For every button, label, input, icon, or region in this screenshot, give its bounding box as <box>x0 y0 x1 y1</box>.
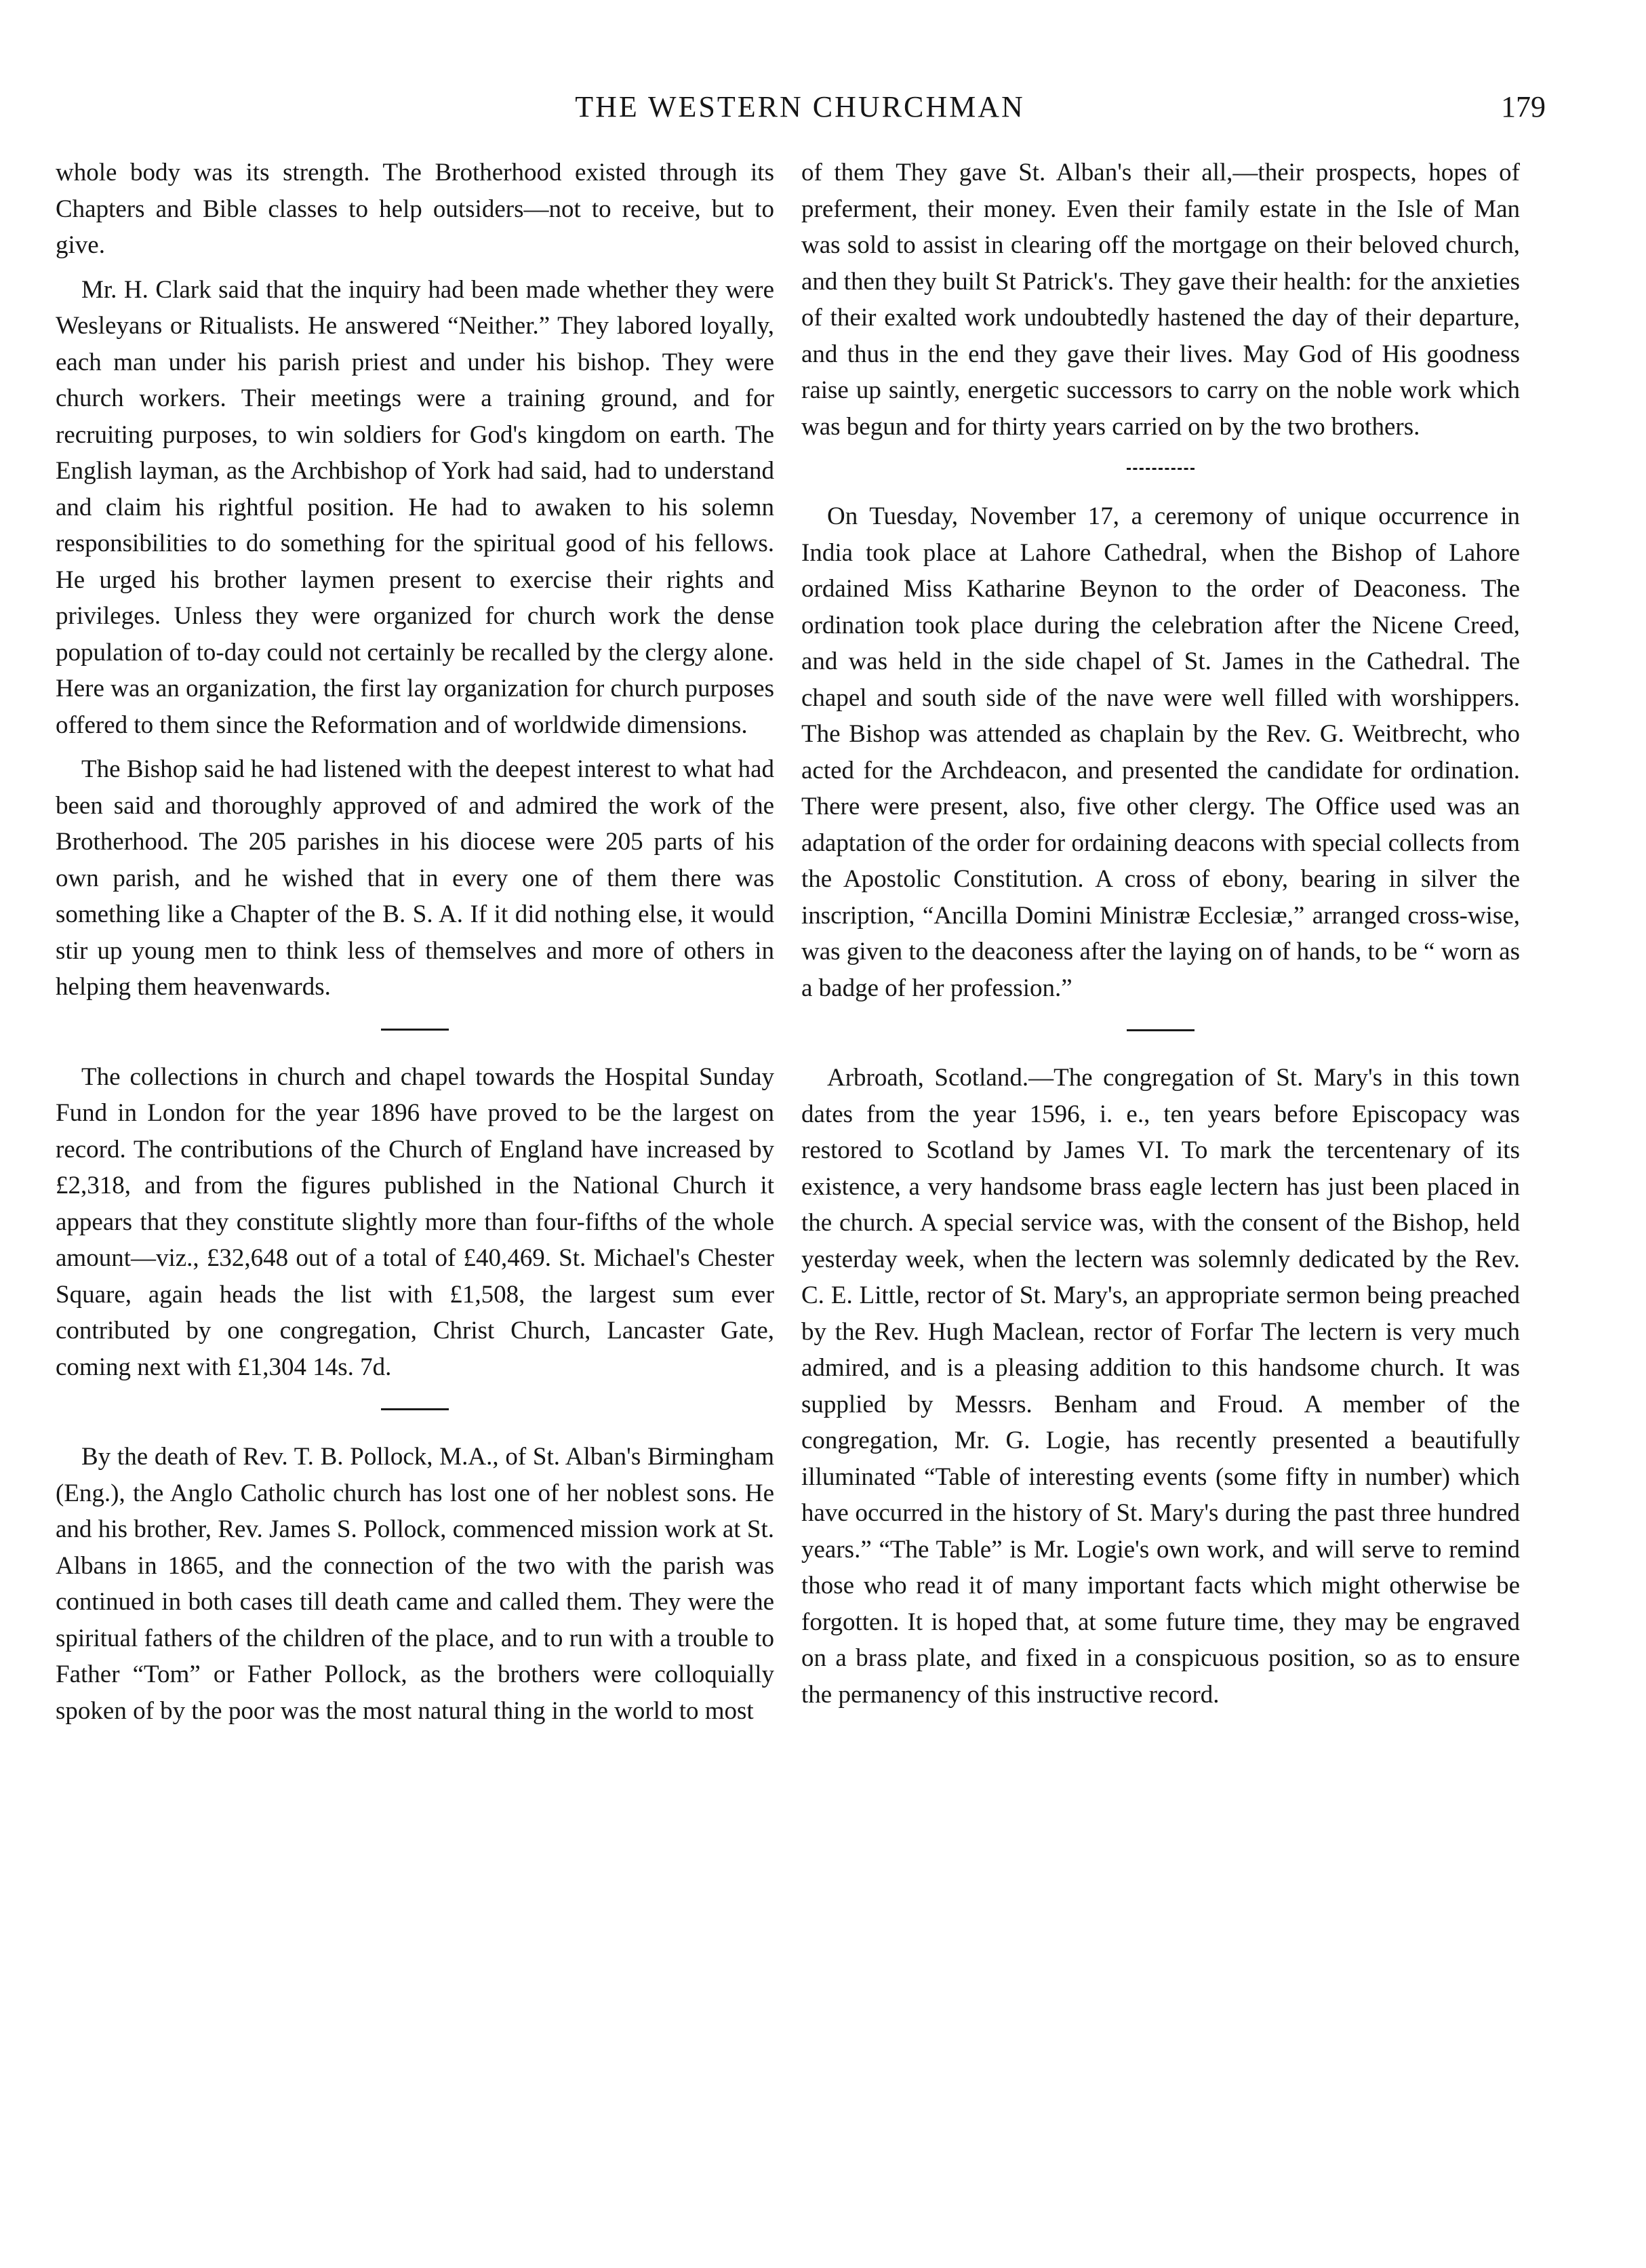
paragraph-arbroath-lectern: Arbroath, Scotland.—The congregation of St. Mary's in this town dates from the year 1596, i. e., ten years before Episcopacy was restored to Scotland by James VI. To mark the tercentenary of its existence, a very handsome brass eagle lectern has just been placed in the church. A special service was, with the consent of the Bishop, held yesterday week, when the lectern was solemnly dedicated by the Rev. C. E. Little, rector of St. Mary's, an appropriate sermon being preached by the Rev. Hugh Maclean, rector of Forfar The lectern is very much admired, and is a pleasing addition to this handsome church. It was supplied by Messrs. Benham and Froud. A member of the congregation, Mr. G. Logie, has recently presented a beautifully illuminated “Table of interesting events (some fifty in number) which have occurred in the history of St. Mary's during the past three hundred years.” “The Table” is Mr. Logie's own work, and will serve to remind those who read it of many important facts which might otherwise be forgotten. It is hoped that, at some future time, they may be engraved on a brass plate, and fixed in a conspicuous position, so as to ensure the permanency of this instructive record. <box>801 1064 1520 1709</box>
paragraph-hospital-sunday-fund: The collections in church and chapel towards the Hospital Sunday Fund in London for the year 1896 have proved to be the largest on record. The contributions of the Church of England have increased by £2,318, and from the figures published in the National Church it appears that they constitute slightly more than four-fifths of the whole amount—viz., £32,648 out of a total of £40,469. St. Michael's Chester Square, again heads the list with £1,508, the largest sum ever contributed by one congregation, Christ Church, Lancaster Gate, coming next with £1,304 14s. 7d. <box>56 1062 774 1381</box>
section-divider <box>1127 468 1195 470</box>
paragraph-bishop-remarks: The Bishop said he had listened with the deepest interest to what had been said and thoroughly approved of and admired the work of the Brotherhood. The 205 parishes in his diocese were 205 parts of his own parish, and he wished that in every one of them there was something like a Chapter of the B. S. A. If it did nothing else, it would stir up young men to think less of themselves and more of others in helping them heavenwards. <box>56 755 774 1001</box>
paragraph-pollock-obituary: By the death of Rev. T. B. Pollock, M.A., of St. Alban's Birmingham (Eng.), the Anglo Catholic church has lost one of her noblest sons. He and his brother, Rev. James S. Pollock, commenced mission work at St. Albans in 1865, and the connection of the two with the parish was continued in both cases till death came and called them. They were the spiritual fathers of the children of the place, and to run with a trouble to Father “Tom” or Father Pollock, as the brothers were colloquially spoken of by the poor was the most natural thing in the world to most <box>56 1443 774 1725</box>
journal-title: THE WESTERN CHURCHMAN <box>575 90 1025 123</box>
paragraph-brotherhood-strength: whole body was its strength. The Brotherhood existed through its Chapters and Bible classes to help outsiders—not to receive, but to give. <box>56 159 774 259</box>
section-divider <box>381 1408 449 1410</box>
running-head <box>54 87 1546 127</box>
section-divider <box>1127 1029 1195 1031</box>
section-divider <box>381 1029 449 1031</box>
left-column <box>56 155 774 1737</box>
paragraph-clark-remarks: Mr. H. Clark said that the inquiry had been made whether they were Wesleyans or Ritualists. He answered “Neither.” They labored loyally, each man under his parish priest and under his bishop. They were church workers. Their meetings were a training ground, and for recruiting purposes, to win soldiers for God's kingdom on earth. The English layman, as the Archbishop of York had said, had to understand and claim his rightful position. He had to awaken to his solemn responsibilities to do something for the spiritual good of his fellows. He urged his brother laymen present to exercise their rights and privileges. Unless they were organized for church work the dense population of to-day could not certainly be recalled by the clergy alone. Here was an organization, the first lay organization for church purposes offered to them since the Reformation and of worldwide dimensions. <box>56 275 774 739</box>
paragraph-pollock-continued: of them They gave St. Alban's their all,—their prospects, hopes of preferment, their money. Even their family estate in the Isle of Man was sold to assist in clearing off the mortgage on their beloved church, and then they built St Patrick's. They gave their health: for the anxieties of their exalted work undoubtedly hastened the day of their departure, and thus in the end they gave their lives. May God of His goodness raise up saintly, energetic successors to carry on the noble work which was begun and for thirty years carried on by the two brothers. <box>801 159 1520 441</box>
right-column <box>801 155 1520 1721</box>
paragraph-lahore-deaconess: On Tuesday, November 17, a ceremony of unique occurrence in India took place at Lahore Cathedral, when the Bishop of Lahore ordained Miss Katharine Beynon to the order of Deaconess. The ordination took place during the celebration after the Nicene Creed, and was held in the side chapel of St. James in the Cathedral. The chapel and south side of the nave were well filled with worshippers. The Bishop was attended as chaplain by the Rev. G. Weitbrecht, who acted for the Archdeacon, and presented the candidate for ordination. There were present, also, five other clergy. The Office used was an adaptation of the order for ordaining deacons with special collects from the Apostolic Constitution. A cross of ebony, bearing in silver the inscription, “Ancilla Domini Ministræ Ecclesiæ,” arranged cross-wise, was given to the deaconess after the laying on of hands, to be “ worn as a badge of her profession.” <box>801 502 1520 1002</box>
page-number: 179 <box>1501 90 1546 123</box>
